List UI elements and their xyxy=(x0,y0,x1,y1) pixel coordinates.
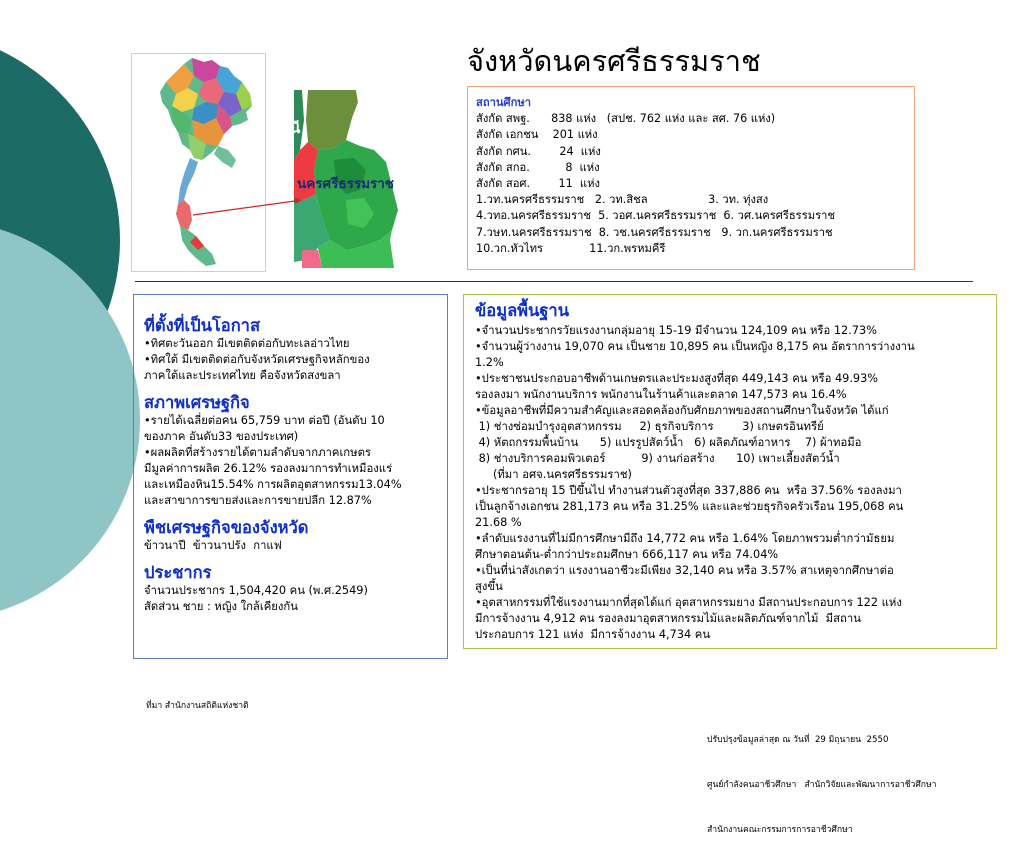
basic-info-line: เป็นลูกจ้างเอกชน 281,173 คน หรือ 31.25% และและช่วยธุรกิจครัวเรือน 195,068 คน xyxy=(475,500,904,513)
basic-info-line: 1) ช่างซ่อมบำรุงอุตสาหกรรม 2) ธุรกิจบริการ 3) เกษตรอินทรีย์ xyxy=(475,420,824,433)
economy-text: และสาขาการขายส่งและการขายปลีก 12.87% xyxy=(144,494,372,507)
footer-organization: ศูนย์กำลังคนอาชีวศึกษา สำนักวิจัยและพัฒนาการอาชีวศึกษา xyxy=(707,780,937,790)
basic-info-line: •ประชาชนประกอบอาชีพด้านเกษตรและประมงสูงที่สุด 449,143 คน หรือ 49.93% xyxy=(475,372,879,385)
province-overview-box xyxy=(133,294,448,659)
population-text: จำนวนประชากร 1,504,420 คน (พ.ศ.2549) xyxy=(144,584,368,597)
population-text: สัดส่วน ชาย : หญิง ใกล้เคียงกัน xyxy=(144,600,298,613)
page-title: จังหวัดนครศรีธรรมราช xyxy=(467,44,761,78)
basic-info-line: สูงขึ้น xyxy=(475,580,503,593)
basic-info-line: •เป็นที่น่าสังเกตว่า แรงงานอาชีวะมีเพียง 32,140 คน หรือ 3.57% สาเหตุจากศึกษาต่อ xyxy=(475,564,894,577)
crops-text: ข้าวนาปี ข้าวนาปรัง กาแฟ xyxy=(144,539,282,552)
crops-heading: พืชเศรษฐกิจของจังหวัด xyxy=(144,518,309,537)
basic-info-heading: ข้อมูลพื้นฐาน xyxy=(475,301,569,320)
population-heading: ประชากร xyxy=(144,563,212,582)
basic-info-line: •ลำดับแรงงานที่ไม่มีการศึกษามีถึง 14,772 คน หรือ 1.64% โดยภาพรวมต่ำกว่ามัธยม xyxy=(475,532,895,545)
basic-info-line: 1.2% xyxy=(475,356,504,369)
college-list-line: 4.วทอ.นครศรีธรรมราช 5. วอศ.นครศรีธรรมราช 6. วศ.นครศรีธรรมราช xyxy=(476,209,835,223)
education-line: สังกัด กศน. 24 แห่ง xyxy=(476,144,601,158)
economy-text: •ผลผลิตที่สร้างรายได้ตามลำดับจากภาคเกษตร xyxy=(144,446,372,459)
economy-text: •รายได้เฉลี่ยต่อคน 65,759 บาท ต่อปี (อันดับ 10 xyxy=(144,414,385,427)
basic-info-line: 8) ช่างบริการคอมพิวเตอร์ 9) งานก่อสร้าง 10) เพาะเลี้ยงสัตว์น้ำ xyxy=(475,452,840,465)
location-text: ภาคใต้และประเทศไทย คือจังหวัดสงขลา xyxy=(144,369,341,382)
basic-info-line: •ข้อมูลอาชีพที่มีความสำคัญและสอดคล้องกับศักยภาพของสถานศึกษาในจังหวัด ได้แก่ xyxy=(475,404,889,417)
education-line: สังกัด เอกชน 201 แห่ง xyxy=(476,128,598,142)
decor-circle-light xyxy=(0,220,140,620)
thailand-map-image xyxy=(131,53,266,272)
footer-office: สำนักงานคณะกรรมการการอาชีวศึกษา xyxy=(707,825,853,835)
basic-info-line: 21.68 % xyxy=(475,516,522,529)
basic-info-line: ประกอบการ 121 แห่ง มีการจ้างงาน 4,734 คน xyxy=(475,628,711,641)
basic-info-line: •อุตสาหกรรมที่ใช้แรงงานมากที่สุดได้แก่ อุตสาหกรรมยาง มีสถานประกอบการ 122 แห่ง xyxy=(475,596,902,609)
college-list-line: 1.วท.นครศรีธรรมราช 2. วท.สิชล 3. วท. ทุ่งสง xyxy=(476,193,769,207)
source-note: ที่มา สำนักงานสถิติแห่งชาติ xyxy=(146,701,249,711)
location-text: •ทิศตะวันออก มีเขตติดต่อกับทะเลอ่าวไทย xyxy=(144,337,350,350)
province-map-image xyxy=(290,90,418,268)
college-list-line: 10.วก.หัวไทร 11.วก.พรหมคีรี xyxy=(476,241,666,255)
location-heading: ที่ตั้งที่เป็นโอกาส xyxy=(144,316,261,335)
basic-info-line: •ประชากรอายุ 15 ปีขึ้นไป ทำงานส่วนตัวสูงที่สุด 337,886 คน หรือ 37.56% รองลงมา xyxy=(475,484,902,497)
basic-information-box xyxy=(463,294,997,649)
economy-text: ของภาค อันดับ33 ของประเทศ) xyxy=(144,430,299,443)
education-line: สังกัด สกอ. 8 แห่ง xyxy=(476,160,600,174)
map-province-label: นครศรีธรรมราช xyxy=(297,176,394,192)
education-heading: สถานศึกษา xyxy=(476,96,532,109)
location-text: •ทิศใต้ มีเขตติดต่อกับจังหวัดเศรษฐกิจหลักของ xyxy=(144,353,370,366)
economy-heading: สภาพเศรษฐกิจ xyxy=(144,393,250,412)
basic-info-line: มีการจ้างงาน 4,912 คน รองลงมาอุตสาหกรรมไม้และผลิตภัณฑ์จากไม้ มีสถาน xyxy=(475,612,861,625)
economy-text: และเหมืองหิน15.54% การผลิตอุตสาหกรรม13.04% xyxy=(144,478,402,491)
basic-info-line: 4) หัตถกรรมพื้นบ้าน 5) แปรรูปสัตว์น้ำ 6) ผลิตภัณฑ์อาหาร 7) ผ้าทอมือ xyxy=(475,436,862,449)
basic-info-line: •จำนวนผู้ว่างงาน 19,070 คน เป็นชาย 10,895 คน เป็นหญิง 8,175 คน อัตราการว่างงาน xyxy=(475,340,915,353)
basic-info-line: (ที่มา อศจ.นครศรีธรรมราช) xyxy=(475,468,632,481)
education-line: สังกัด สพฐ. 838 แห่ง (สปช. 762 แห่ง และ สศ. 76 แห่ง) xyxy=(476,112,776,126)
education-institutions-box xyxy=(467,86,915,270)
footer-update-date: ปรับปรุงข้อมูลล่าสุด ณ วันที่ 29 มิถุนายน 2550 xyxy=(707,735,889,745)
economy-text: มีมูลค่าการผลิต 26.12% รองลงมาการทำเหมืองแร่ xyxy=(144,462,393,475)
map-partial-label: นี xyxy=(290,119,301,137)
college-list-line: 7.วษท.นครศรีธรรมราช 8. วช.นครศรีธรรมราช 9. วก.นครศรีธรรมราช xyxy=(476,225,833,239)
basic-info-line: ศึกษาตอนต้น-ต่ำกว่าประถมศึกษา 666,117 คน หรือ 74.04% xyxy=(475,548,779,561)
footer-credit xyxy=(707,703,937,853)
basic-info-line: •จำนวนประชากรวัยแรงงานกลุ่มอายุ 15-19 มีจำนวน 124,109 คน หรือ 12.73% xyxy=(475,324,877,337)
section-divider xyxy=(135,281,973,282)
basic-info-line: รองลงมา พนักงานบริการ พนักงานในร้านค้าและตลาด 147,573 คน 16.4% xyxy=(475,388,847,401)
education-line: สังกัด สอศ. 11 แห่ง xyxy=(476,177,600,191)
